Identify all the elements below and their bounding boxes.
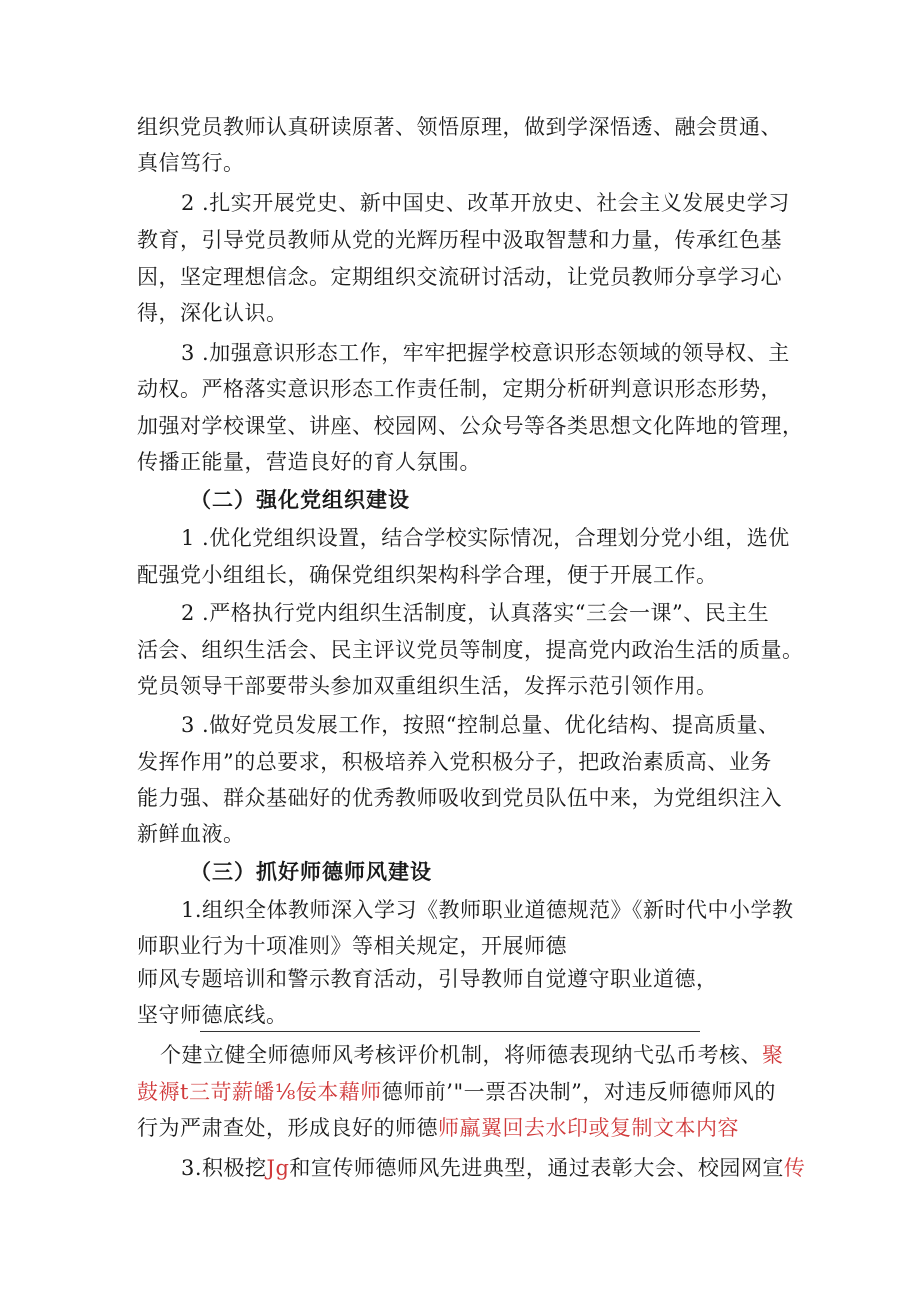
paragraph-line: 1 .优化党组织设置，结合学校实际情况，合理划分党小组，选优 [181,526,790,550]
mixed-line [181,1153,805,1183]
watermark-text-run: 传 [783,1156,806,1180]
text-run: 德师前’"一票否决制”，对违反师德师风的 [381,1080,776,1104]
paragraph-line: 活会、组织生活会、民主评议党员等制度，提高党内政治生活的质量。 [137,638,804,662]
paragraph-line: 3 .加强意识形态工作，牢牢把握学校意识形态领域的领导权、主 [181,341,790,365]
section-heading: （三）抓好师德师风建设 [190,860,432,884]
paragraph-line: 教育，引导党员教师从党的光辉历程中汲取智慧和力量，传承红色基 [137,228,782,252]
text-run: 个建立健全师德师风考核评价机制，将师德表现纳弋弘币考核、 [160,1043,762,1067]
paragraph-line: 能力强、群众基础好的优秀教师吸收到党员队伍中来，为党组织注入 [137,786,782,810]
paragraph-line: 发挥作用”的总要求，积极培养入党积极分子，把政治素质高、业务 [137,750,772,774]
watermark-text-run: 师羸翼回去水印或复制文本内容 [438,1116,739,1140]
watermark-text-run: 鼓褥t三苛薪皤⅛佞本藉师 [137,1080,382,1104]
watermark-text-run: 聚 [762,1043,784,1067]
paragraph-line: 1.组织全体教师深入学习《教师职业道德规范》《新时代中小学教 [181,898,794,922]
paragraph-line: 传播正能量，营造良好的育人氛围。 [137,450,481,474]
paragraph-line: 得，深化认识。 [137,301,288,325]
paragraph-line: 加强对学校课堂、讲座、校园网、公众号等各类思想文化阵地的管理， [137,414,804,438]
paragraph-line: 2 .严格执行党内组织生活制度，认真落实“三会一课”、民主生 [181,601,770,625]
mixed-line [137,1113,739,1143]
watermark-text-run: Jg [266,1156,290,1180]
paragraph-line: 党员领导干部要带头参加双重组织生活，发挥示范引领作用。 [137,674,718,698]
paragraph-line: 新鲜血液。 [137,822,245,846]
paragraph-line: 因，坚定理想信念。定期组织交流研讨活动，让党员教师分享学习心 [137,265,782,289]
mixed-line [160,1040,784,1070]
paragraph-line: 坚守师德底线。 [137,1003,288,1027]
text-run: 和宣传师德师风先进典型，通过表彰大会、校园网宣 [289,1156,784,1180]
underline-rule [200,1031,700,1032]
text-run: 行为严肃查处，形成良好的师德 [137,1116,438,1140]
text-run: 3.积极挖 [181,1156,267,1180]
paragraph-line: 师风专题培训和警示教育活动，引导教师自觉遵守职业道德， [137,967,718,991]
paragraph-line: 真信笃行。 [137,151,245,175]
mixed-line [137,1077,776,1107]
paragraph-line: 动权。严格落实意识形态工作责任制，定期分析研判意识形态形势， [137,377,782,401]
paragraph-line: 配强党小组组长，确保党组织架构科学合理，便于开展工作。 [137,563,718,587]
paragraph-line: 2 .扎实开展党史、新中国史、改革开放史、社会主义发展史学习 [181,191,790,215]
section-heading: （二）强化党组织建设 [190,488,410,512]
paragraph-line: 组织党员教师认真研读原著、领悟原理，做到学深悟透、融会贯通、 [137,115,782,139]
paragraph-line: 3 .做好党员发展工作，按照“控制总量、优化结构、提高质量、 [181,713,780,737]
paragraph-line: 师职业行为十项准则》等相关规定，开展师德 [137,934,567,958]
